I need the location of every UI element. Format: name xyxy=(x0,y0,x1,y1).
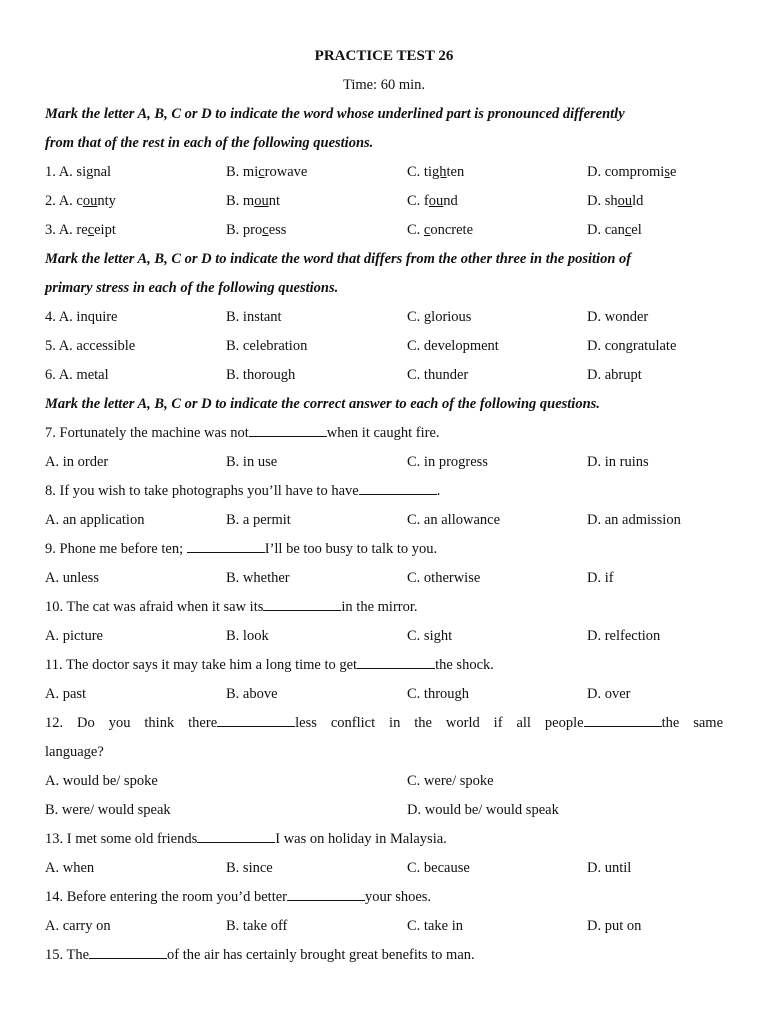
question-12-options-row-1 xyxy=(45,767,723,796)
option-b[interactable]: B. were/ would speak xyxy=(45,802,171,818)
option-d[interactable]: D. would be/ would speak xyxy=(407,802,559,818)
question-7-stem: 7. Fortunately the machine was not when it caught fire. xyxy=(45,419,723,448)
option-d[interactable]: D. in ruins xyxy=(587,454,649,470)
question-10-stem: 10. The cat was afraid when it saw its in the mirror. xyxy=(45,593,723,622)
underlined-part: ou xyxy=(428,193,444,209)
question-11-options xyxy=(45,680,723,709)
underlined-part: ou xyxy=(82,193,98,209)
option-d[interactable]: D. abrupt xyxy=(587,367,642,383)
option-a[interactable]: 4. A. inquire xyxy=(45,309,118,325)
underlined-part: ou xyxy=(254,193,269,209)
answer-blank[interactable] xyxy=(187,538,265,553)
option-d[interactable]: D. put on xyxy=(587,918,642,934)
option-a[interactable]: A. past xyxy=(45,686,87,702)
option-d[interactable]: D. over xyxy=(587,686,631,702)
option-a[interactable]: A. an application xyxy=(45,512,145,528)
section-instruction: primary stress in each of the following questions. xyxy=(45,280,339,296)
underlined-part: c xyxy=(423,222,431,238)
question-14-options xyxy=(45,912,723,941)
option-c[interactable]: C. concrete xyxy=(407,222,474,238)
question-14-stem: 14. Before entering the room you’d better your shoes. xyxy=(45,883,723,912)
option-c[interactable]: C. glorious xyxy=(407,309,472,325)
underlined-part: gh xyxy=(431,164,447,180)
answer-blank[interactable] xyxy=(263,596,341,611)
option-d[interactable]: D. until xyxy=(587,860,632,876)
option-b[interactable]: B. thorough xyxy=(226,367,296,383)
option-a[interactable]: 1. A. signal xyxy=(45,164,112,180)
option-c[interactable]: C. sight xyxy=(407,628,453,644)
answer-blank[interactable] xyxy=(287,886,365,901)
option-a[interactable]: 3. A. receipt xyxy=(45,222,116,238)
option-a[interactable]: A. in order xyxy=(45,454,109,470)
question-9-stem: 9. Phone me before ten; I’ll be too busy to talk to you. xyxy=(45,535,723,564)
question-8-options xyxy=(45,506,723,535)
option-a[interactable]: 2. A. county xyxy=(45,193,116,209)
question-13-options xyxy=(45,854,723,883)
option-b[interactable]: B. microwave xyxy=(226,164,308,180)
section-instruction: Mark the letter A, B, C or D to indicate the word whose underlined part is pronounced differently xyxy=(45,106,625,122)
question-9-options xyxy=(45,564,723,593)
underlined-part: ou xyxy=(617,193,633,209)
option-c[interactable]: C. found xyxy=(407,193,458,209)
answer-blank[interactable] xyxy=(584,712,662,727)
option-b[interactable]: B. look xyxy=(226,628,269,644)
answer-blank[interactable] xyxy=(197,828,275,843)
option-b[interactable]: B. process xyxy=(226,222,287,238)
question-12-options-row-2 xyxy=(45,796,723,825)
option-b[interactable]: B. in use xyxy=(226,454,278,470)
page-title: PRACTICE TEST 26 xyxy=(314,48,454,64)
option-c[interactable]: C. in progress xyxy=(407,454,488,470)
option-d[interactable]: D. if xyxy=(587,570,614,586)
option-a[interactable]: A. picture xyxy=(45,628,103,644)
option-c[interactable]: C. an allowance xyxy=(407,512,501,528)
option-c[interactable]: C. through xyxy=(407,686,470,702)
section-instruction: from that of the rest in each of the following questions. xyxy=(45,135,374,151)
question-3 xyxy=(45,216,723,245)
option-c[interactable]: C. thunder xyxy=(407,367,469,383)
option-a[interactable]: A. carry on xyxy=(45,918,111,934)
question-13-stem: 13. I met some old friends I was on holiday in Malaysia. xyxy=(45,825,723,854)
question-12-stem-continued: language? xyxy=(45,744,104,760)
question-15-stem: 15. The of the air has certainly brought great benefits to man. xyxy=(45,941,723,970)
underlined-part: c xyxy=(624,222,632,238)
option-d[interactable]: D. compromise xyxy=(587,164,677,180)
option-d[interactable]: D. should xyxy=(587,193,644,209)
option-d[interactable]: D. relfection xyxy=(587,628,661,644)
question-4 xyxy=(45,303,723,332)
option-a[interactable]: 5. A. accessible xyxy=(45,338,136,354)
option-a[interactable]: 6. A. metal xyxy=(45,367,109,383)
option-c[interactable]: C. development xyxy=(407,338,499,354)
option-c[interactable]: C. were/ spoke xyxy=(407,773,494,789)
option-b[interactable]: B. a permit xyxy=(226,512,291,528)
question-8-stem: 8. If you wish to take photographs you’ll have to have . xyxy=(45,477,723,506)
underlined-part: c xyxy=(87,222,95,238)
option-d[interactable]: D. an admission xyxy=(587,512,681,528)
answer-blank[interactable] xyxy=(217,712,295,727)
option-b[interactable]: B. instant xyxy=(226,309,282,325)
question-1 xyxy=(45,158,723,187)
section-instruction: Mark the letter A, B, C or D to indicate the word that differs from the other three in the position of xyxy=(45,251,632,267)
option-b[interactable]: B. whether xyxy=(226,570,290,586)
option-c[interactable]: C. take in xyxy=(407,918,463,934)
answer-blank[interactable] xyxy=(89,944,167,959)
underlined-part: c xyxy=(258,164,265,180)
question-10-options xyxy=(45,622,723,651)
underlined-part: s xyxy=(664,164,670,180)
question-6 xyxy=(45,361,723,390)
option-d[interactable]: D. congratulate xyxy=(587,338,677,354)
question-5 xyxy=(45,332,723,361)
question-12-stem: 12. Do you think there less conflict in the world if all people the same xyxy=(45,709,723,738)
question-11-stem: 11. The doctor says it may take him a long time to get the shock. xyxy=(45,651,723,680)
time-limit: Time: 60 min. xyxy=(342,77,426,93)
option-b[interactable]: B. mount xyxy=(226,193,280,209)
answer-blank[interactable] xyxy=(359,480,437,495)
answer-blank[interactable] xyxy=(357,654,435,669)
option-c[interactable]: C. otherwise xyxy=(407,570,481,586)
option-a[interactable]: A. when xyxy=(45,860,95,876)
option-d[interactable]: D. cancel xyxy=(587,222,642,238)
option-b[interactable]: B. celebration xyxy=(226,338,308,354)
option-c[interactable]: C. tighten xyxy=(407,164,465,180)
option-b[interactable]: B. above xyxy=(226,686,278,702)
option-b[interactable]: B. since xyxy=(226,860,273,876)
option-c[interactable]: C. because xyxy=(407,860,470,876)
option-a[interactable]: A. unless xyxy=(45,570,99,586)
option-a[interactable]: A. would be/ spoke xyxy=(45,773,158,789)
option-b[interactable]: B. take off xyxy=(226,918,288,934)
answer-blank[interactable] xyxy=(249,422,327,437)
question-7-options xyxy=(45,448,723,477)
underlined-part: g xyxy=(86,164,94,180)
question-2 xyxy=(45,187,723,216)
option-d[interactable]: D. wonder xyxy=(587,309,649,325)
section-instruction: Mark the letter A, B, C or D to indicate the correct answer to each of the following questions. xyxy=(45,396,600,412)
underlined-part: c xyxy=(262,222,269,238)
